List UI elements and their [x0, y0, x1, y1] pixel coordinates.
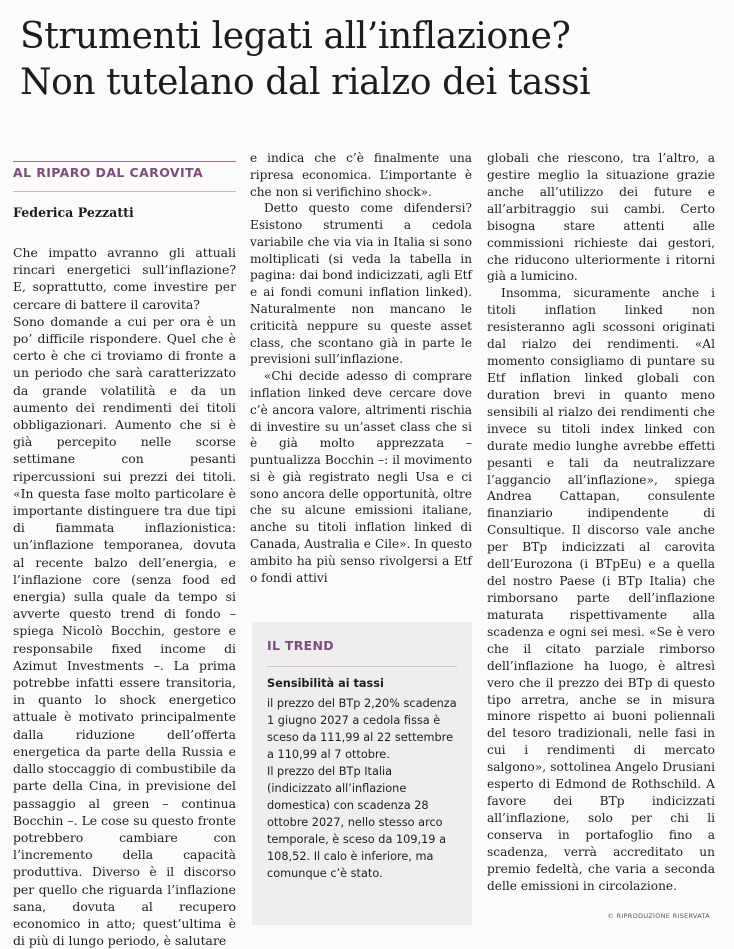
column1-paragraph-2: Sono domande a cui per ora è un po’ difficile rispondere. Quel che è certo è che ci troviamo di fronte a un periodo che sarà caratterizzato da grande volatilità e da un aumento dei rendimenti dei titoli obbligazionari. Aumento che si è già percepito nelle scorse settimane con pesanti ripercussioni sui prezzi dei titoli. «In questa fase molto particolare è importante distinguere tra due tipi di fiammata inflazionistica: un’inflazione temporanea, dovuta al recente balzo dell’energia, e l’inflazione core (senza food ed energia) sulla quale da tempo si avverte questo trend di fondo – spiega Nicolò Bocchin, gestore e responsabile fixed income di Azimut Investments –. La prima potrebbe infatti essere transitoria, in quanto lo shock energetico attuale è motivato principalmente dalla riduzione dell’offerta energetica da parte della Russia e dallo stoccaggio di combustibile da parte della Cina, in previsione del passaggio al green – continua Bocchin –. Le cose su questo fronte potrebbero cambiare con l’incremento della capacità produttiva. Diverso è il discorso per quello che riguarda l’inflazione sana, dovuta al recupero economico in atto; quest’ultima è di più di lungo periodo, è salutare	[13, 313, 236, 949]
section-top-rule	[13, 161, 236, 162]
article-column-2	[250, 150, 472, 586]
trend-box-title: IL TREND	[267, 638, 334, 653]
column3-paragraph-1: globali che riescono, tra l’altro, a gestire meglio la situazione grazie anche all’utilizzo dei future e all’arbitraggio sui cambi. Certo bisogna stare attenti alle commissioni richieste dai gestori, che riducono ulteriormente i ritorni già a lumicino.	[487, 151, 715, 284]
column2-paragraph-1: e indica che c’è finalmente una ripresa economica. L’importante è che non si verifichino shock».	[250, 151, 472, 199]
copyright-notice: © RIPRODUZIONE RISERVATA	[607, 912, 710, 920]
section-label: AL RIPARO DAL CAROVITA	[13, 165, 204, 180]
byline: Federica Pezzatti	[13, 205, 134, 220]
trend-box-text	[267, 695, 457, 882]
headline-line-1: Strumenti legati all’inflazione?	[20, 16, 571, 57]
trend-box-paragraph-1: il prezzo del BTp 2,20% scadenza 1 giugno 2027 a cedola fissa è sceso da 111,99 al 22 settembre a 110,99 al 7 ottobre.	[267, 697, 457, 761]
trend-box-subtitle: Sensibilità ai tassi	[267, 677, 384, 690]
section-bottom-rule	[13, 191, 236, 192]
trend-box	[252, 622, 472, 925]
headline-line-2: Non tutelano dal rialzo dei tassi	[20, 62, 591, 103]
column3-paragraph-2: Insomma, sicuramente anche i titoli inflation linked non resisteranno agli scossoni originati dal rialzo dei rendimenti. «Al momento consigliamo di puntare su Etf inflation linked globali con duration brevi in quanto meno sensibili al rialzo dei rendimenti che invece su titoli index linked con durate medio lunghe avrebbe effetti pesanti e tali da neutralizzare l’aggancio all’inflazione», spiega Andrea Cattapan, consulente finanziario indipendente di Consultique. Il discorso vale anche per BTp indicizzati al carovita dell’Eurozona (i BTpEu) e a quella del nostro Paese (i BTp Italia) che rimborsano parte dell’inflazione maturata rispettivamente alla scadenza e ogni sei mesi. «Se è vero che il citato parziale rimborso dell’inflazione ha luogo, è altresì vero che il prezzo dei BTp di questo tipo arretra, anche se in misura minore rispetto ai buoni poliennali del tesoro tradizionali, nelle fasi in cui i rendimenti di mercato salgono», sottolinea Angelo Drusiani esperto di Edmond de Rothschild. A favore dei BTp indicizzati all’inflazione, solo per chi li conserva in portafoglio fino a scadenza, verrà accreditato un premio fedeltà, che varia a seconda delle emissioni in circolazione.	[487, 286, 715, 893]
trend-box-paragraph-2: Il prezzo del BTp Italia (indicizzato all’inflazione domestica) con scadenza 28 ottobre 2027, nello stesso arco temporale, è sceso da 109,19 a 108,52. Il calo è inferiore, ma comunque c’è stato.	[267, 765, 447, 880]
column2-paragraph-2: Detto questo come difendersi? Esistono strumenti a cedola variabile che via via in Italia si sono moltiplicati (si veda la tabella in pagina: dai bond indicizzati, agli Etf e ai fondi comuni inflation linked). Naturalmente non mancano le criticità neppure su queste asset class, che scontano già in parte le previsioni sull’inflazione.	[250, 201, 472, 367]
article-column-3	[487, 150, 715, 895]
headline	[20, 14, 720, 106]
column1-paragraph-1: Che impatto avranno gli attuali rincari energetici sull’inflazione? E, soprattutto, come investire per cercare di battere il carovita?	[13, 245, 236, 312]
column2-paragraph-3: «Chi decide adesso di comprare inflation linked deve cercare dove c’è ancora valore, altrimenti rischia di investire su un’asset class che si è già molto apprezzata – puntualizza Bocchin –: il movimento si è già registrato negli Usa e ci sono ancora delle opportunità, oltre che su alcune emissioni italiane, anche su titoli inflation linked di Canada, Australia e Cile». In questo ambito ha più senso rivolgersi a Etf o fondi attivi	[250, 369, 472, 585]
trend-box-rule	[267, 666, 457, 667]
